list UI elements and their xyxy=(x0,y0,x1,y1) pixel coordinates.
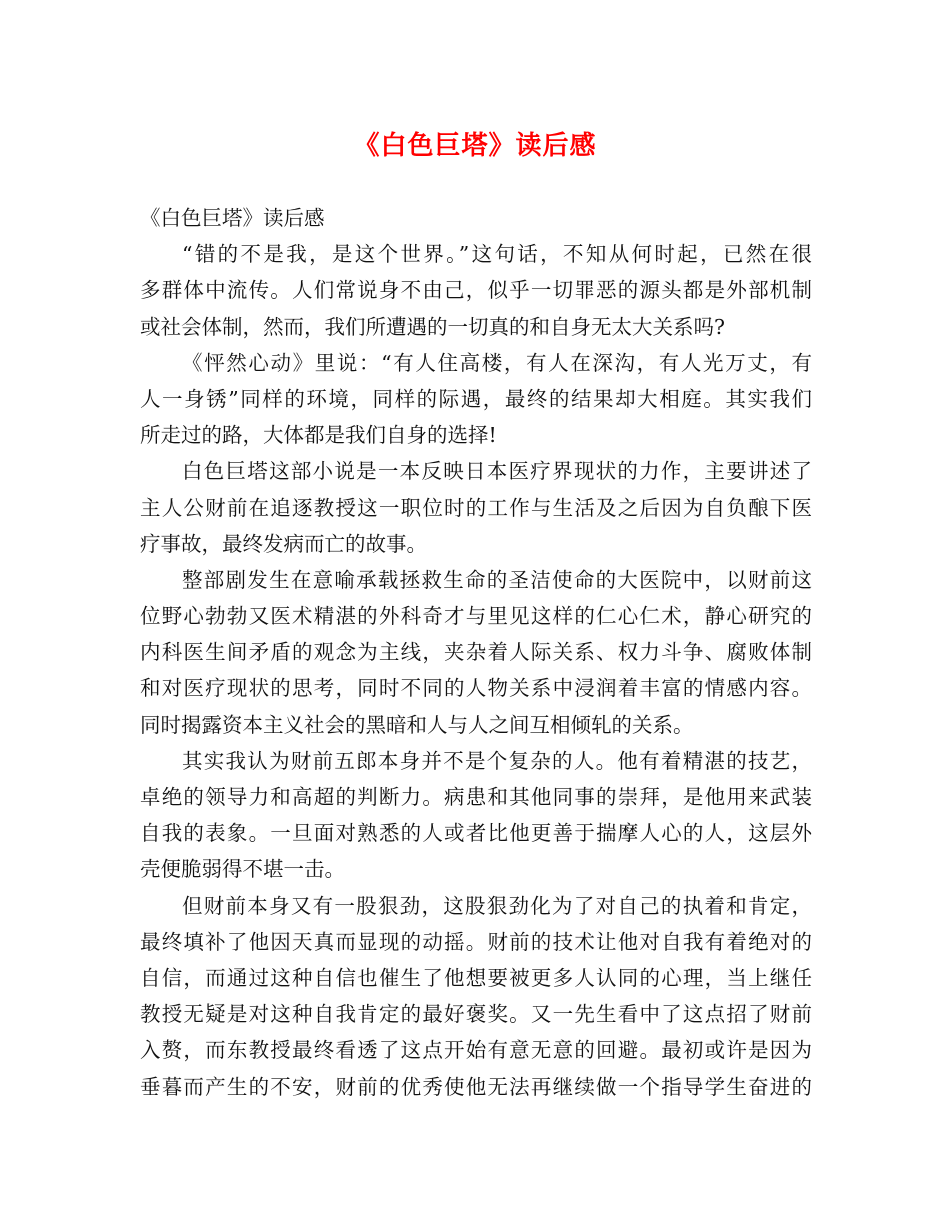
body-line: “错的不是我，是这个世界。”这句话，不知从何时起，已然在很 xyxy=(182,242,812,267)
body-line: 其实我认为财前五郎本身并不是个复杂的人。他有着精湛的技艺， xyxy=(182,748,812,773)
body-line: 教授无疑是对这种自我肯定的最好褒奖。又一先生看中了这点招了财前 xyxy=(140,1002,812,1027)
body-line: 《怦然心动》里说：“有人住高楼，有人在深沟，有人光万丈，有 xyxy=(182,350,812,375)
body-line: 位野心勃勃又医术精湛的外科奇才与里见这样的仁心仁术，静心研究的 xyxy=(140,604,812,629)
body-line: 自信，而通过这种自信也催生了他想要被更多人认同的心理，当上继任 xyxy=(140,965,812,990)
body-line: 疗事故，最终发病而亡的故事。 xyxy=(140,531,427,556)
body-line: 人一身锈”同样的环境，同样的际遇，最终的结果却大相庭。其实我们 xyxy=(140,386,812,411)
body-line: 但财前本身又有一股狠劲，这股狠劲化为了对自己的执着和肯定， xyxy=(182,893,812,918)
body-line: 或社会体制，然而，我们所遭遇的一切真的和自身无太大关系吗? xyxy=(140,314,725,339)
body-line: 主人公财前在追逐教授这一职位时的工作与生活及之后因为自负酿下医 xyxy=(140,495,812,520)
body-line: 白色巨塔这部小说是一本反映日本医疗界现状的力作，主要讲述了 xyxy=(182,459,812,484)
body-line: 卓绝的领导力和高超的判断力。病患和其他同事的崇拜，是他用来武装 xyxy=(140,785,812,809)
body-line: 垂暮而产生的不安，财前的优秀使他无法再继续做一个指导学生奋进的 xyxy=(140,1074,812,1099)
body-line: 同时揭露资本主义社会的黑暗和人与人之间互相倾轧的关系。 xyxy=(140,712,694,737)
document-title: 《白色巨塔》读后感 xyxy=(353,131,597,161)
body-line: 内科医生间矛盾的观念为主线，夹杂着人际关系、权力斗争、腐败体制 xyxy=(140,640,812,665)
body-line: 多群体中流传。人们常说身不由己，似乎一切罪恶的源头都是外部机制 xyxy=(140,278,812,303)
body-line: 壳便脆弱得不堪一击。 xyxy=(140,857,345,882)
body-line: 所走过的路，大体都是我们自身的选择! xyxy=(140,423,497,448)
body-subtitle: 《白色巨塔》读后感 xyxy=(140,206,325,230)
body-line: 自我的表象。一旦面对熟悉的人或者比他更善于揣摩人心的人，这层外 xyxy=(140,821,812,846)
document-body xyxy=(140,200,812,1105)
body-line: 整部剧发生在意喻承载拯救生命的圣洁使命的大医院中，以财前这 xyxy=(182,567,812,592)
body-line: 入赘，而东教授最终看透了这点开始有意无意的回避。最初或许是因为 xyxy=(140,1038,812,1063)
body-line: 和对医疗现状的思考，同时不同的人物关系中浸润着丰富的情感内容。 xyxy=(140,676,812,701)
body-line: 最终填补了他因天真而显现的动摇。财前的技术让他对自我有着绝对的 xyxy=(140,929,812,954)
